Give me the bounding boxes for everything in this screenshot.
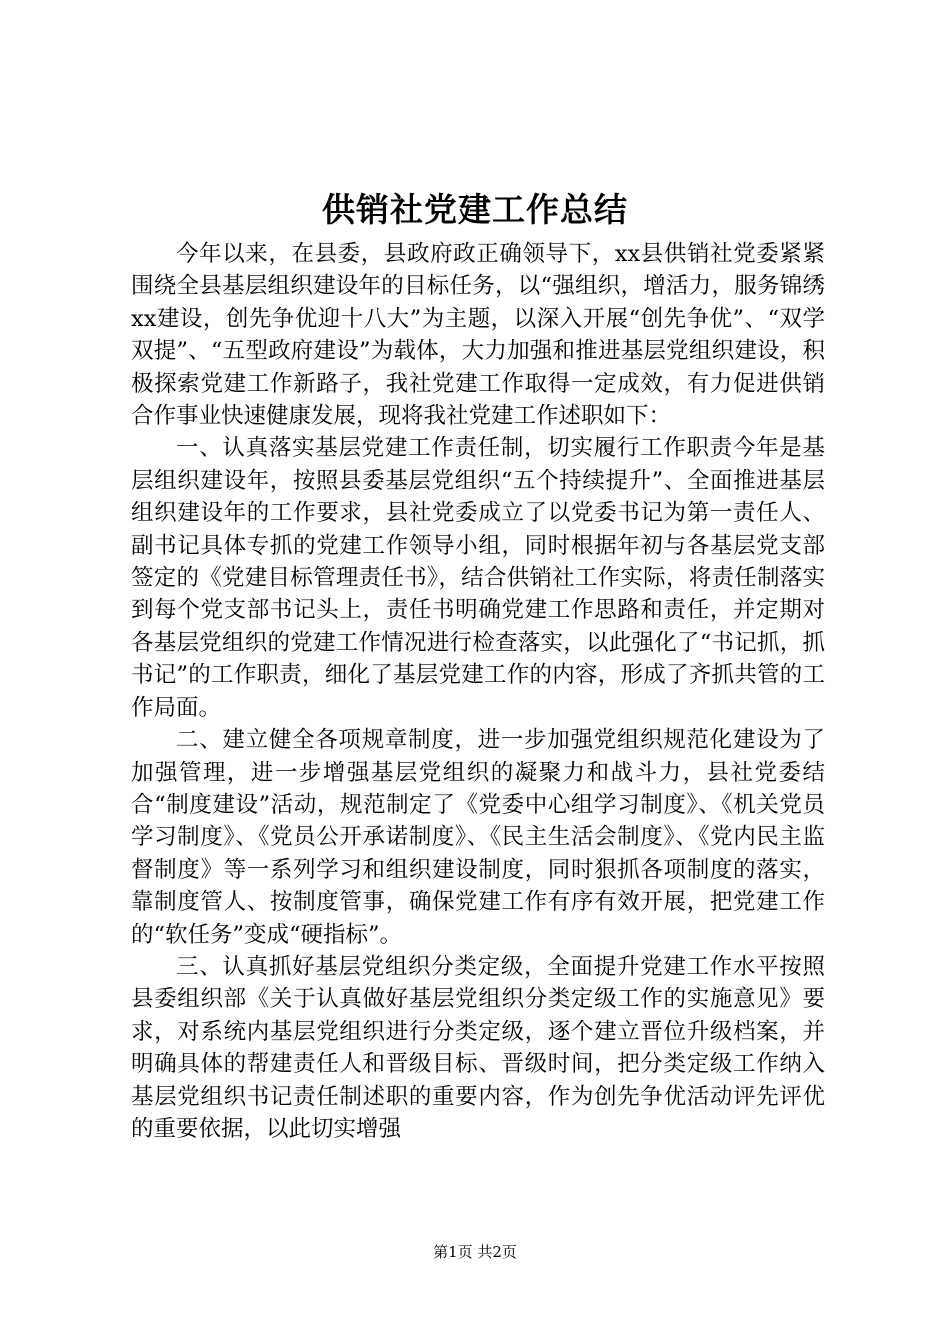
document-title: 供销社党建工作总结	[322, 190, 628, 229]
paragraph-section-2: 二、建立健全各项规章制度，进一步加强党组织规范化建设为了加强管理，进一步增强基层党组织的凝聚力和战斗力，县社党委结合“制度建设”活动，规范制定了《党委中心组学习制度》、《机关党员学习制度》、《党员公开承诺制度》、《民主生活会制度》、《党内民主监督制度》等一系列学习和组织建设制度，同时狠抓各项制度的落实，靠制度管人、按制度管事，确保党建工作有序有效开展，把党建工作的“软任务”变成“硬指标”。	[131, 727, 825, 948]
paragraph-intro: 今年以来，在县委，县政府政正确领导下，xx县供销社党委紧紧围绕全县基层组织建设年的目标任务，以“强组织，增活力，服务锦绣xx建设，创先争优迎十八大”为主题，以深入开展“创先争优”、“双学双提”、“五型政府建设”为载体，大力加强和推进基层党组织建设，积极探索党建工作新路子，我社党建工作取得一定成效，有力促进供销合作事业快速健康发展，现将我社党建工作述职如下：	[131, 241, 825, 430]
document-body	[131, 238, 825, 1145]
paragraph-section-3: 三、认真抓好基层党组织分类定级，全面提升党建工作水平按照县委组织部《关于认真做好基层党组织分类定级工作的实施意见》要求，对系统内基层党组织进行分类定级，逐个建立晋位升级档案，并明确具体的帮建责任人和晋级目标、晋级时间，把分类定级工作纳入基层党组织书记责任制述职的重要内容，作为创先争优活动评先评优的重要依据，以此切实增强	[131, 953, 825, 1142]
page-footer: 第1页 共2页	[433, 1243, 517, 1261]
paragraph-section-1: 一、认真落实基层党建工作责任制，切实履行工作职责今年是基层组织建设年，按照县委基层党组织“五个持续提升”、全面推进基层组织建设年的工作要求，县社党委成立了以党委书记为第一责任人、副书记具体专抓的党建工作领导小组，同时根据年初与各基层党支部签定的《党建目标管理责任书》，结合供销社工作实际，将责任制落实到每个党支部书记头上，责任书明确党建工作思路和责任，并定期对各基层党组织的党建工作情况进行检查落实，以此强化了“书记抓，抓书记”的工作职责，细化了基层党建工作的内容，形成了齐抓共管的工作局面。	[131, 435, 825, 721]
